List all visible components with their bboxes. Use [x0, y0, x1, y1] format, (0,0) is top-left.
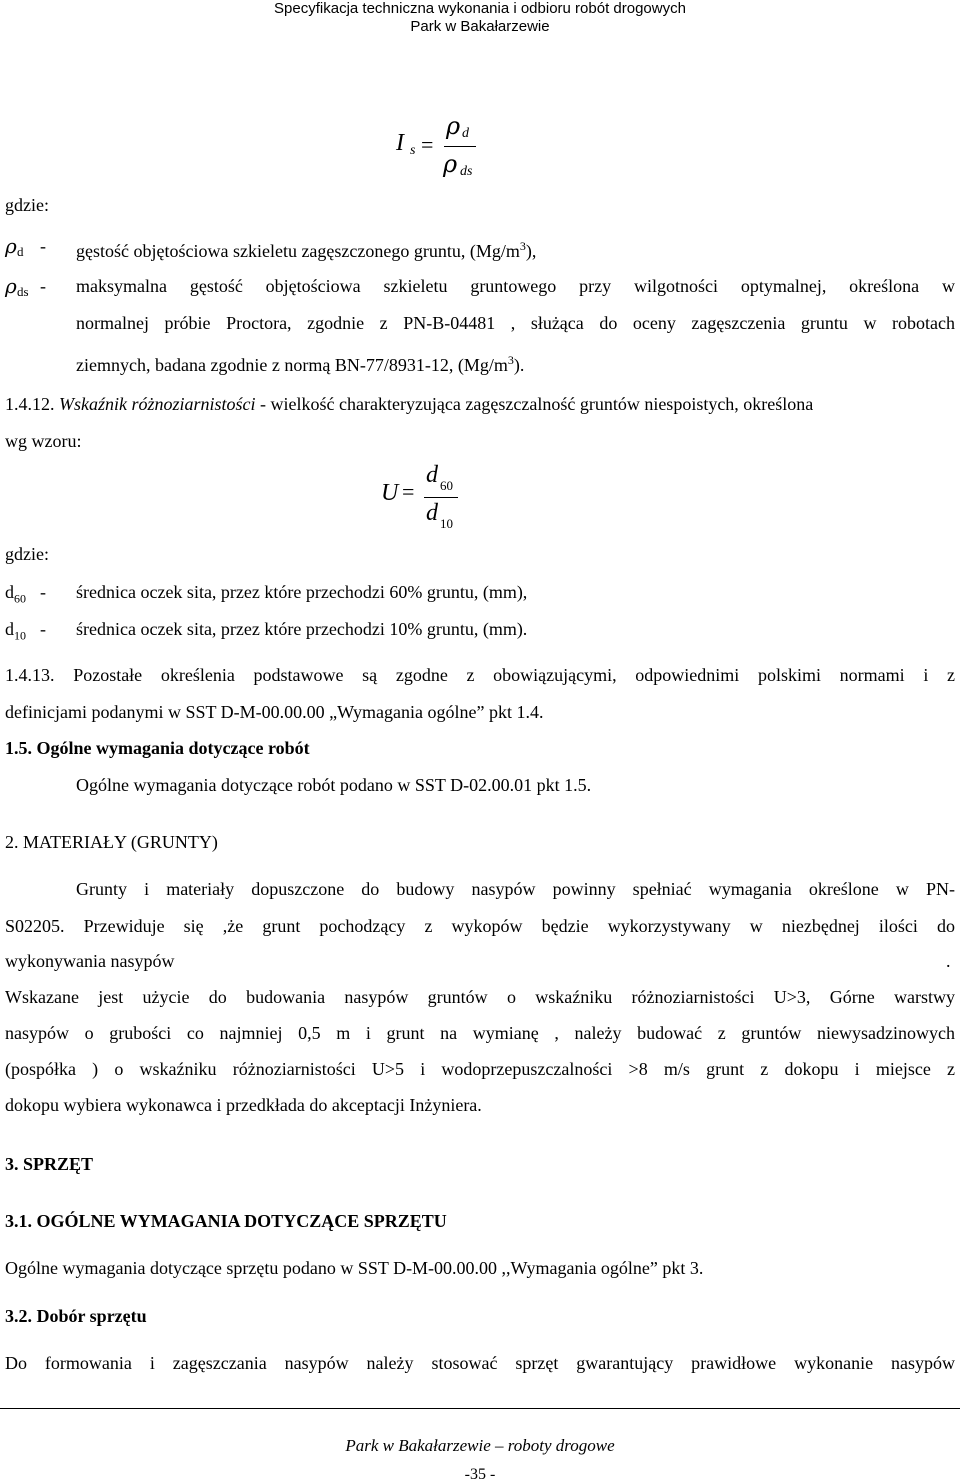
rho-ds-line3-sup: 3: [507, 353, 514, 367]
d60-sub: 60: [14, 591, 26, 606]
d60-dash: -: [40, 582, 46, 602]
rho-d-dash: -: [40, 236, 46, 256]
formula2-num: d: [426, 462, 438, 488]
section-1-4-12: [5, 393, 955, 415]
rho-ds-line1: maksymalna gęstość objętościowa szkieletu gruntowego przy wilgotności optymalnej, określona w: [76, 276, 955, 296]
gdzie-label-2: gdzie:: [5, 544, 49, 564]
section-2-line4: Wskazane jest użycie do budowania nasypów gruntów o wskaźniku różnoziarnistości U>3, Górne warstwy: [5, 987, 955, 1007]
section-2-line6: (pospółka ) o wskaźniku różnoziarnistości U>5 i wodoprzepuszczalności >8 m/s grunt z dokopu i miejsce z: [5, 1059, 955, 1079]
formula-num-rho: ρ: [446, 112, 461, 140]
rho-ds-sub: ds: [17, 284, 29, 299]
formula-eq: =: [421, 132, 434, 157]
rho-ds-line2: normalnej próbie Proctora, zgodnie z PN-B-04481 , służąca do oceny zagęszczenia gruntu w robotach: [76, 313, 955, 333]
section-1-4-13-number: 1.4.13.: [5, 665, 55, 685]
d60-symbol: [5, 581, 26, 610]
footer-text: Park w Bakałarzewie – roboty drogowe: [345, 1436, 615, 1455]
formula2-eq: =: [402, 479, 415, 504]
d10-definition: średnica oczek sita, przez które przechodzi 10% gruntu, (mm).: [76, 619, 528, 639]
section-3-2-heading: 3.2. Dobór sprzętu: [5, 1306, 147, 1326]
formula2-den: d: [426, 500, 438, 526]
section-2-line1: Grunty i materiały dopuszczone do budowy nasypów powinny spełniać wymagania określone w PN-: [76, 879, 955, 899]
section-2-line2: S02205. Przewiduje się ,że grunt pochodzący z wykopów będzie wykorzystywany w niezbędnej ilości do: [5, 916, 955, 936]
d10-dash: -: [40, 619, 46, 639]
d60-sym: d: [5, 582, 14, 602]
section-3-2-text: Do formowania i zagęszczania nasypów należy stosować sprzęt gwarantujący prawidłowe wykonanie nasypów: [5, 1353, 955, 1373]
section-1-4-13-line1: [5, 664, 955, 686]
rho-d-text: gęstość objętościowa szkieletu zagęszczonego gruntu, (Mg/m: [76, 241, 520, 261]
section-3-1-heading: 3.1. OGÓLNE WYMAGANIA DOTYCZĄCE SPRZĘTU: [5, 1211, 447, 1231]
section-2-heading: 2. MATERIAŁY (GRUNTY): [5, 832, 218, 852]
rho-ds-line3-tail: ).: [513, 355, 525, 375]
section-1-4-12-line2: wg wzoru:: [5, 431, 82, 451]
section-1-4-12-term: Wskaźnik różnoziarnistości: [59, 394, 256, 414]
section-2-line3-dot: .: [946, 951, 951, 971]
formula2-lhs: U: [381, 480, 399, 506]
rho-d-sup: 3: [519, 239, 526, 253]
section-1-4-13-text: Pozostałe określenia podstawowe są zgodne z obowiązującymi, odpowiednimi polskimi normami i z: [73, 665, 955, 685]
formula2-num-sub: 60: [440, 478, 453, 493]
rho-ds-line3: [76, 349, 524, 376]
formula-lhs: I: [396, 130, 404, 156]
rho-ds-line3-text: ziemnych, badana zgodnie z normą BN-77/8931-12, (Mg/m: [76, 355, 508, 375]
rho-ds-dash: -: [40, 276, 46, 296]
section-1-4-12-text: - wielkość charakteryzująca zagęszczalność gruntów niespoistych, określona: [255, 394, 814, 414]
rho-d-symbol: ρ: [5, 234, 17, 258]
d10-sub: 10: [14, 628, 26, 643]
section-2-line3: wykonywania nasypów: [5, 951, 175, 971]
formula-num-sub: d: [462, 126, 469, 141]
section-3-1-text: Ogólne wymagania dotyczące sprzętu podano w SST D-M-00.00.00 ,,Wymagania ogólne” pkt 3.: [5, 1258, 704, 1278]
d60-definition: średnica oczek sita, przez które przechodzi 60% gruntu, (mm),: [76, 582, 528, 602]
formula-den-rho: ρ: [443, 150, 458, 178]
formula-den-sub: ds: [460, 164, 473, 179]
section-1-4-13-line2: definicjami podanymi w SST D-M-00.00.00 „Wymagania ogólne” pkt 1.4.: [5, 702, 544, 722]
d10-sym: d: [5, 619, 14, 639]
section-3-heading: 3. SPRZĘT: [5, 1154, 94, 1174]
page-number: -35 -: [464, 1466, 496, 1483]
section-1-5-text: Ogólne wymagania dotyczące robót podano w SST D-02.00.01 pkt 1.5.: [76, 775, 592, 795]
rho-d-tail: ),: [525, 241, 537, 261]
section-1-5-heading: 1.5. Ogólne wymagania dotyczące robót: [5, 738, 310, 758]
rho-d-sub: d: [17, 244, 24, 259]
section-2-line7: dokopu wybiera wykonawca i przedkłada do akceptacji Inżyniera.: [5, 1095, 482, 1115]
fraction-bar-2: [424, 497, 458, 498]
header-subtitle: Park w Bakałarzewie: [410, 18, 550, 35]
rho-ds-symbol: ρ: [5, 274, 17, 298]
section-2-line5: nasypów o grubości co najmniej 0,5 m i grunt na wymianę , należy budować z gruntów niewysadzinowych: [5, 1023, 955, 1043]
formula-lhs-sub: s: [410, 143, 416, 158]
gdzie-label: gdzie:: [5, 195, 49, 215]
formula2-den-sub: 10: [440, 516, 453, 531]
fraction-bar: [444, 146, 476, 147]
footer-divider: [0, 1408, 960, 1409]
d10-symbol: [5, 618, 26, 647]
rho-d-definition: [76, 235, 536, 262]
section-1-4-12-number: 1.4.12.: [5, 394, 55, 414]
header-title: Specyfikacja techniczna wykonania i odbioru robót drogowych: [274, 0, 686, 17]
